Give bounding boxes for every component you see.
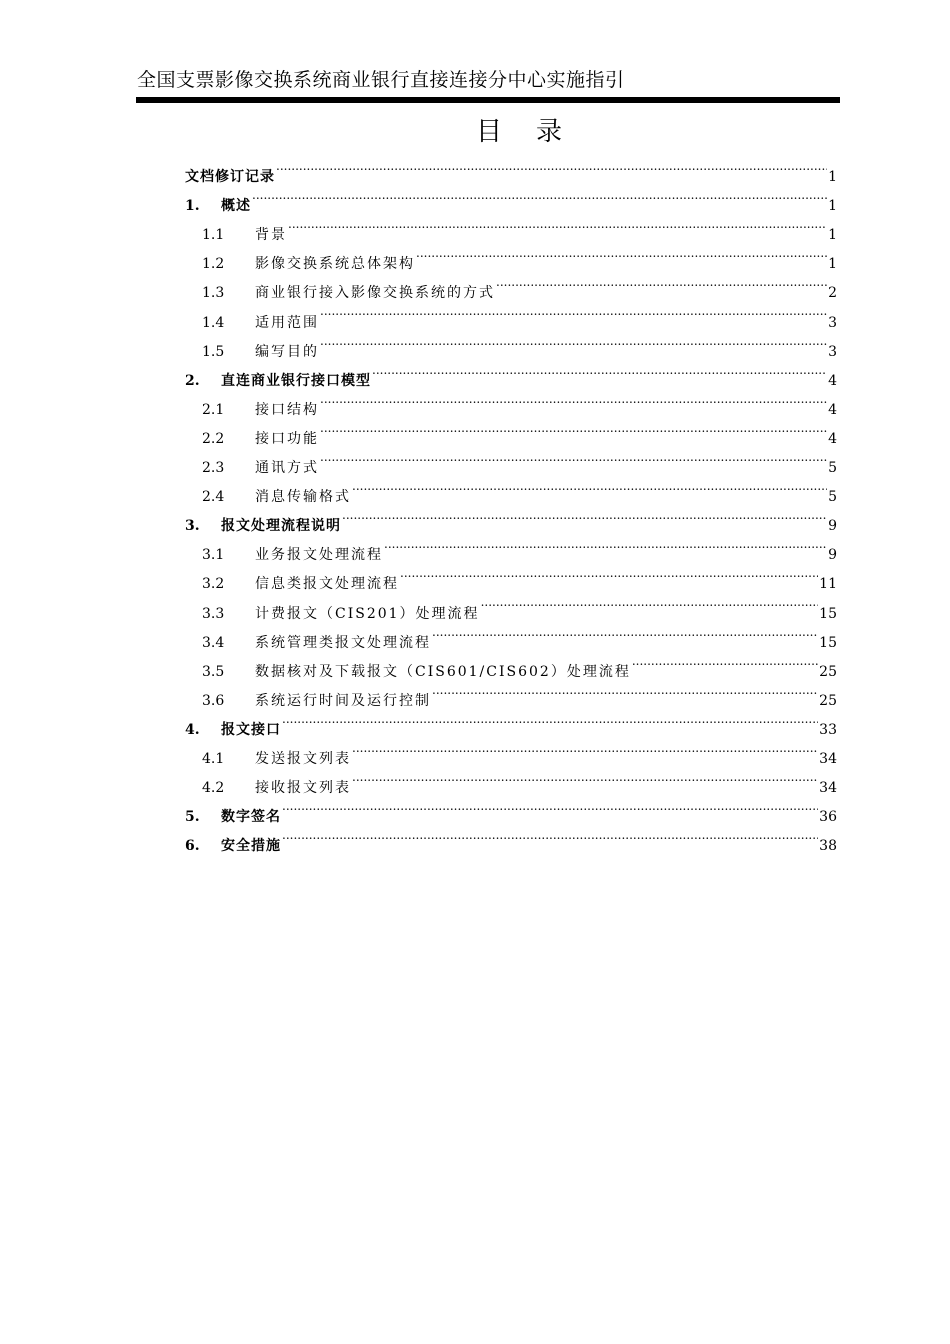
toc-entry-number: 1.5 xyxy=(202,343,225,360)
toc-entry-page-number: 25 xyxy=(819,663,837,680)
toc-entry-label: 接收报文列表 xyxy=(255,780,351,797)
toc-entry-label: 背景 xyxy=(255,227,287,244)
toc-entry-number: 3.3 xyxy=(202,605,225,622)
toc-dot-leader xyxy=(320,414,827,443)
toc-dot-leader xyxy=(352,472,827,501)
toc-entry-number: 2.3 xyxy=(202,460,225,477)
toc-entry-label: 业务报文处理流程 xyxy=(255,547,383,564)
toc-entry-label: 接口结构 xyxy=(255,401,319,418)
toc-entry-number: 3.6 xyxy=(202,692,225,709)
toc-entry-page-number: 4 xyxy=(828,372,837,389)
toc-title-char-2: 录 xyxy=(536,117,563,147)
toc-entry-number: 2. xyxy=(185,372,200,389)
toc-dot-leader xyxy=(282,821,818,850)
toc-dot-leader xyxy=(288,210,827,239)
toc-dot-leader xyxy=(432,618,818,647)
toc-entry-label: 接口功能 xyxy=(255,430,319,447)
toc-entry-label: 直连商业银行接口模型 xyxy=(221,372,371,389)
toc-dot-leader xyxy=(342,501,827,530)
toc-entry-page-number: 1 xyxy=(828,169,837,186)
toc-entry-page-number: 36 xyxy=(819,809,837,826)
toc-dot-leader xyxy=(252,181,827,210)
toc-dot-leader xyxy=(372,356,827,385)
toc-entry-page-number: 34 xyxy=(819,780,837,797)
toc-entry-label: 系统管理类报文处理流程 xyxy=(255,634,431,651)
toc-entry-label: 文档修订记录 xyxy=(185,169,275,186)
toc-entry-number: 1.3 xyxy=(202,285,225,302)
toc-entry[interactable] xyxy=(185,821,837,855)
toc-entry-number: 2.4 xyxy=(202,489,225,506)
toc-dot-leader xyxy=(320,297,827,326)
toc-entry-label: 数据核对及下载报文（CIS601/CIS602）处理流程 xyxy=(255,663,631,680)
toc-entry-number: 3.5 xyxy=(202,663,225,680)
toc-entry-number: 3.2 xyxy=(202,576,225,593)
toc-entry[interactable] xyxy=(185,792,837,826)
toc-entry-page-number: 15 xyxy=(819,634,837,651)
toc-entry-number: 1.2 xyxy=(202,256,225,273)
toc-entry-label: 适用范围 xyxy=(255,314,319,331)
toc-dot-leader xyxy=(352,734,818,763)
toc-entry-page-number: 1 xyxy=(828,227,837,244)
toc-entry-page-number: 3 xyxy=(828,343,837,360)
toc-entry[interactable] xyxy=(185,705,837,738)
toc-dot-leader xyxy=(632,647,818,676)
toc-dot-leader xyxy=(432,676,818,705)
toc-entry-label: 信息类报文处理流程 xyxy=(255,576,399,593)
toc-entry[interactable] xyxy=(185,210,837,244)
toc-dot-leader xyxy=(276,152,827,181)
toc-dot-leader xyxy=(282,705,818,734)
toc-entry-page-number: 5 xyxy=(828,460,837,477)
toc-dot-leader xyxy=(320,327,827,356)
toc-dot-leader xyxy=(481,588,819,617)
toc-entry-number: 4.2 xyxy=(202,780,225,797)
toc-dot-leader xyxy=(496,268,827,297)
toc-entry-number: 3.1 xyxy=(202,547,225,564)
toc-entry[interactable] xyxy=(185,181,837,215)
toc-entry-label: 数字签名 xyxy=(221,809,281,826)
toc-entry-page-number: 33 xyxy=(819,721,837,738)
toc-dot-leader xyxy=(400,559,818,588)
toc-entry-number: 2.1 xyxy=(202,401,225,418)
toc-entry-number: 5. xyxy=(185,809,200,826)
toc-entry-page-number: 2 xyxy=(828,285,837,302)
toc-title-char-1: 目 xyxy=(475,117,502,147)
toc-title xyxy=(0,113,950,151)
toc-dot-leader xyxy=(352,763,818,792)
toc-entry-label: 发送报文列表 xyxy=(255,750,351,767)
toc-entry-page-number: 15 xyxy=(819,605,837,622)
toc-entry-label: 报文处理流程说明 xyxy=(221,518,341,535)
toc-entry-label: 商业银行接入影像交换系统的方式 xyxy=(255,285,495,302)
toc-entry[interactable] xyxy=(185,152,837,186)
toc-entry-number: 1.1 xyxy=(202,227,225,244)
toc-entry-number: 3.4 xyxy=(202,634,225,651)
toc-entry-page-number: 11 xyxy=(819,576,837,593)
toc-entry-number: 4.1 xyxy=(202,750,225,767)
toc-entry-page-number: 34 xyxy=(819,750,837,767)
toc-entry-number: 3. xyxy=(185,518,200,535)
toc-dot-leader xyxy=(282,792,818,821)
toc-entry[interactable] xyxy=(185,734,837,767)
toc-dot-leader xyxy=(384,530,827,559)
toc-entry-number: 2.2 xyxy=(202,430,225,447)
toc-entry-label: 计费报文（CIS201）处理流程 xyxy=(255,605,480,622)
toc-dot-leader xyxy=(416,239,827,268)
toc-entry-page-number: 1 xyxy=(828,198,837,215)
toc-dot-leader xyxy=(320,385,827,414)
toc-entry-page-number: 3 xyxy=(828,314,837,331)
toc-entry-page-number: 4 xyxy=(828,430,837,447)
toc-entry-page-number: 9 xyxy=(828,518,837,535)
toc-entry-label: 编写目的 xyxy=(255,343,319,360)
toc-entry-number: 1.4 xyxy=(202,314,225,331)
toc-entry-page-number: 1 xyxy=(828,256,837,273)
toc-entry-number: 1. xyxy=(185,198,200,215)
toc-entry-number: 4. xyxy=(185,721,200,738)
toc-dot-leader xyxy=(320,443,827,472)
toc-entry-number: 6. xyxy=(185,838,200,855)
header-rule xyxy=(136,97,840,103)
toc-entry-label: 安全措施 xyxy=(221,838,281,855)
toc-entry-label: 消息传输格式 xyxy=(255,489,351,506)
table-of-contents xyxy=(185,152,837,855)
toc-entry-label: 报文接口 xyxy=(221,721,281,738)
toc-entry-label: 概述 xyxy=(221,198,251,215)
toc-entry-page-number: 5 xyxy=(828,489,837,506)
page-header-title: 全国支票影像交换系统商业银行直接连接分中心实施指引 xyxy=(137,69,625,91)
toc-entry-label: 系统运行时间及运行控制 xyxy=(255,692,431,709)
toc-entry-page-number: 9 xyxy=(828,547,837,564)
toc-entry-label: 影像交换系统总体架构 xyxy=(255,256,415,273)
toc-entry-label: 通讯方式 xyxy=(255,460,319,477)
toc-entry-page-number: 38 xyxy=(819,838,837,855)
toc-entry-page-number: 25 xyxy=(819,692,837,709)
toc-entry-page-number: 4 xyxy=(828,401,837,418)
